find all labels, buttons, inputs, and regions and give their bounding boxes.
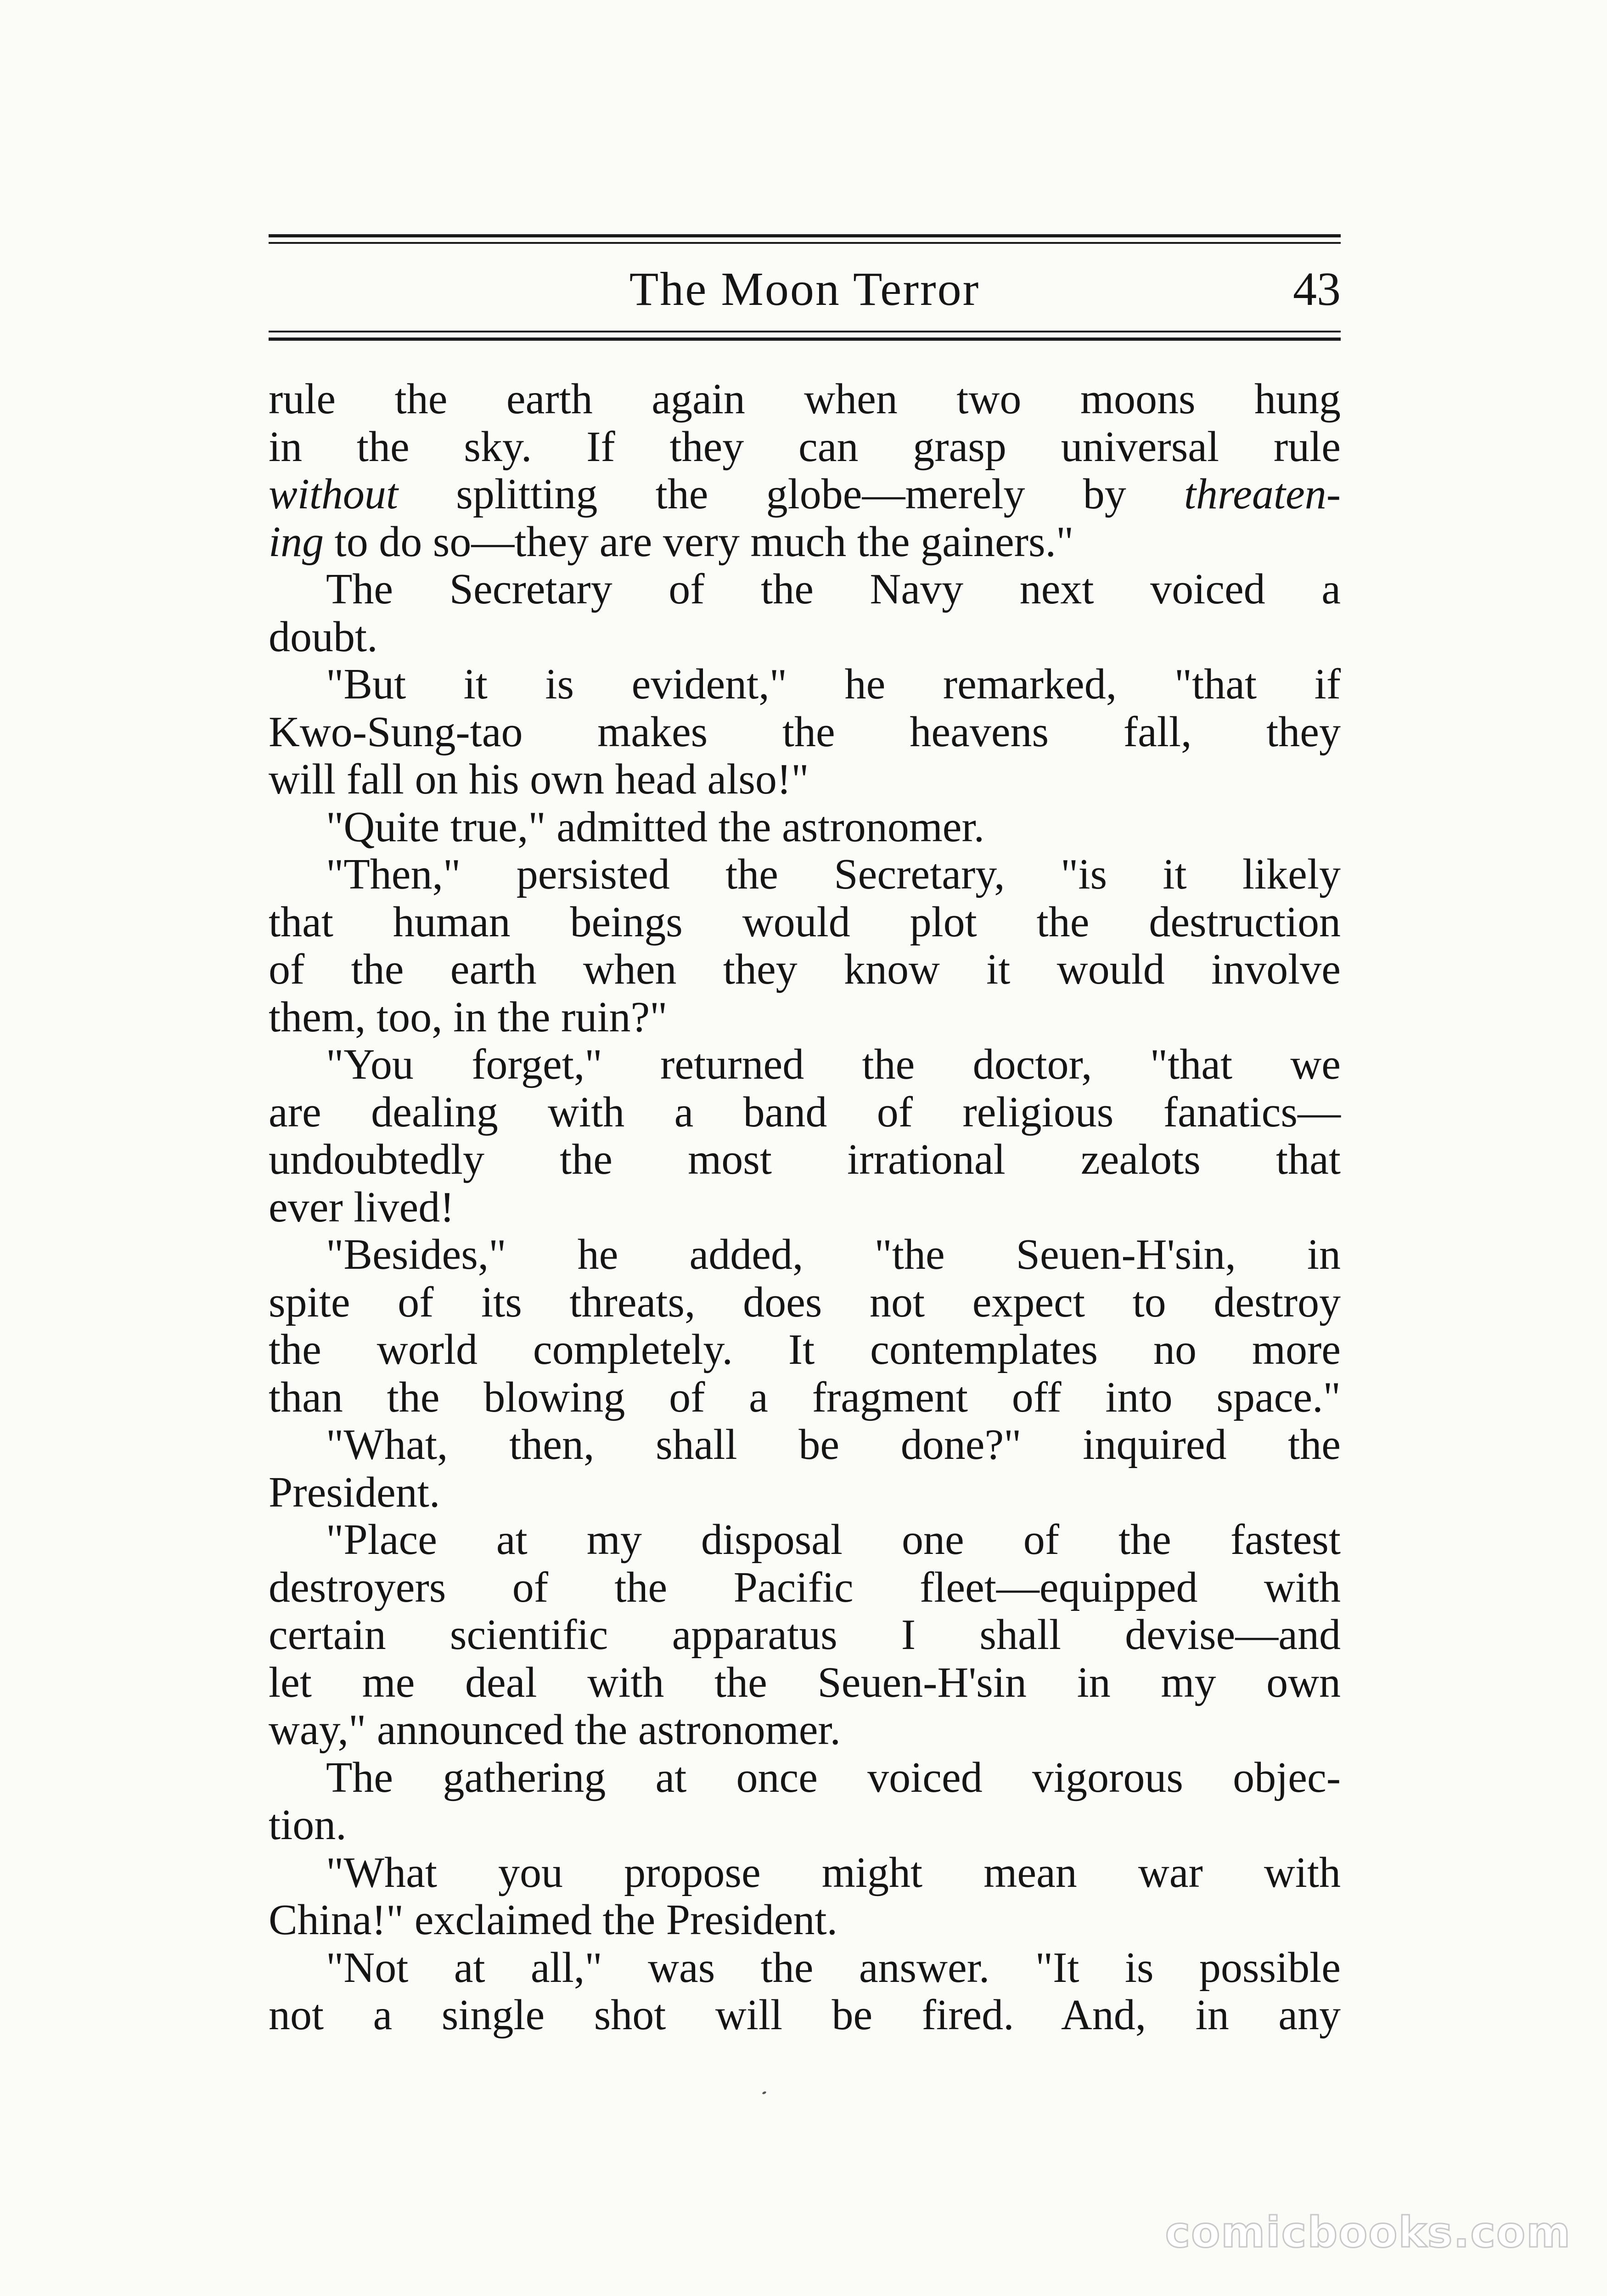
text-line: not a single shot will be fired. And, in any <box>269 1991 1341 2039</box>
text-line: will fall on his own head also!" <box>269 755 809 803</box>
text-line: way," announced the astronomer. <box>269 1706 841 1754</box>
text-line: them, too, in the ruin?" <box>269 993 668 1041</box>
text-line: "What, then, shall be done?" inquired the <box>326 1421 1341 1469</box>
text-line: ever lived! <box>269 1183 455 1231</box>
text-line: doubt. <box>269 613 378 661</box>
text-line: let me deal with the Seuen-H'sin in my own <box>269 1658 1341 1706</box>
text-line: Kwo-Sung-tao makes the heavens fall, they <box>269 708 1341 756</box>
text-line: "Quite true," admitted the astronomer. <box>326 803 985 851</box>
text-line: The Secretary of the Navy next voiced a <box>326 565 1341 613</box>
emphasis: threaten- <box>1184 470 1341 518</box>
text-line: "But it is evident," he remarked, "that if <box>326 660 1341 708</box>
text-line: spite of its threats, does not expect to destroy <box>269 1278 1341 1326</box>
text-line: The gathering at once voiced vigorous objec- <box>326 1753 1341 1801</box>
emphasis: ing <box>269 518 324 566</box>
watermark: comicbooks.com <box>1165 2208 1571 2257</box>
running-head <box>269 259 1341 319</box>
text-line: ing to do so—they are very much the gainers." <box>269 518 1074 566</box>
ink-speck <box>762 2091 766 2094</box>
text-line: "Besides," he added, "the Seuen-H'sin, in <box>326 1231 1341 1278</box>
text-line: undoubtedly the most irrational zealots that <box>269 1136 1341 1183</box>
text-line: China!" exclaimed the President. <box>269 1896 838 1944</box>
text-line: that human beings would plot the destruction <box>269 898 1341 946</box>
header-rule-top <box>269 234 1341 237</box>
emphasis: without <box>269 470 399 518</box>
header-rule-top-thin <box>269 242 1341 244</box>
running-title: The Moon Terror <box>629 263 980 315</box>
text-line: "Then," persisted the Secretary, "is it likely <box>326 850 1341 898</box>
text-line: tion. <box>269 1801 347 1849</box>
page-number: 43 <box>1293 263 1341 315</box>
text-line: destroyers of the Pacific fleet—equipped with <box>269 1563 1341 1611</box>
text-line: are dealing with a band of religious fanatics— <box>269 1088 1341 1136</box>
text-line: the world completely. It contemplates no more <box>269 1326 1341 1373</box>
text-line: certain scientific apparatus I shall devise—and <box>269 1611 1341 1659</box>
text-line: "Not at all," was the answer. "It is possible <box>326 1943 1341 1992</box>
text-line: of the earth when they know it would involve <box>269 945 1341 993</box>
text-line: "What you propose might mean war with <box>326 1848 1341 1896</box>
text-line: President. <box>269 1468 440 1516</box>
text-line: than the blowing of a fragment off into space." <box>269 1373 1341 1421</box>
header-rule-bottom <box>269 338 1341 341</box>
body-text <box>269 376 1341 2039</box>
header-rule-bottom-thin <box>269 331 1341 332</box>
text-line: "Place at my disposal one of the fastest <box>326 1516 1341 1564</box>
text-line: in the sky. If they can grasp universal rule <box>269 422 1341 471</box>
text-line: without splitting the globe—merely by threaten- <box>269 470 1341 518</box>
text-line: "You forget," returned the doctor, "that we <box>326 1041 1341 1088</box>
text-line: rule the earth again when two moons hung <box>269 375 1341 423</box>
